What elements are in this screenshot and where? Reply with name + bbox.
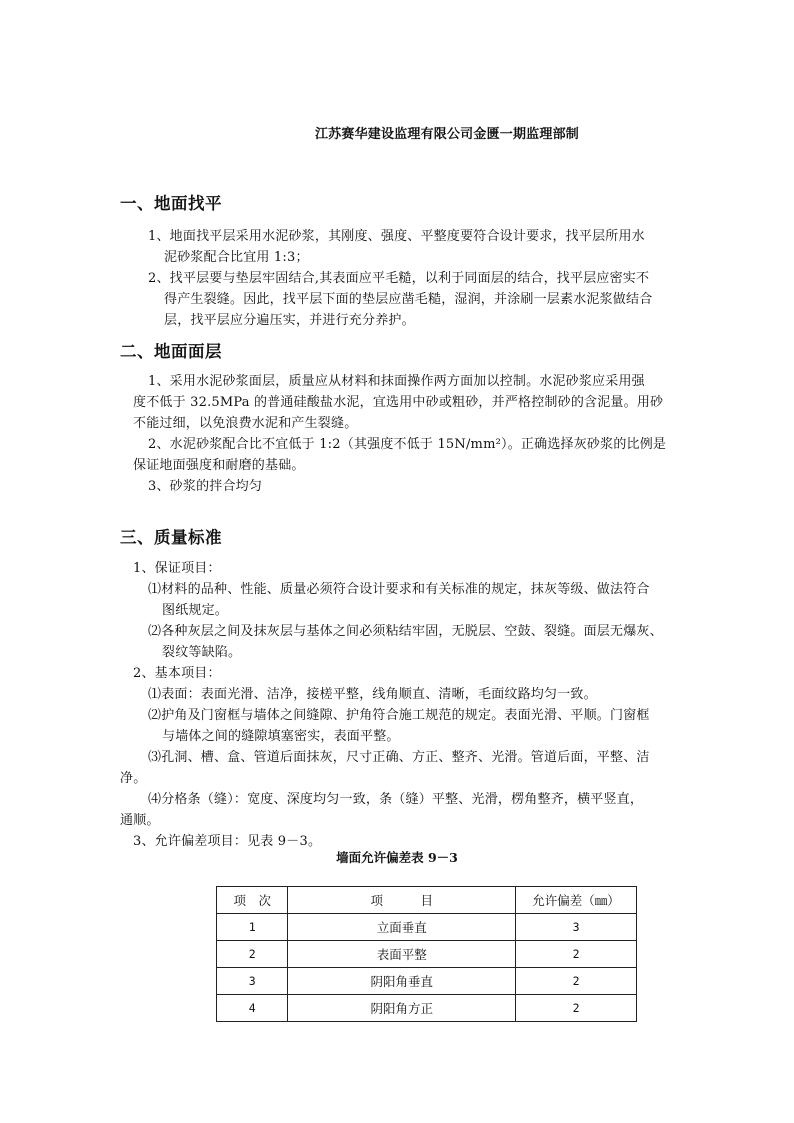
document-header: 江苏赛华建设监理有限公司金匮一期监理部制 — [314, 127, 579, 142]
s3-line-12: ⑷分格条（缝）：宽度、深度均匀一致，条（缝）平整、光滑，楞角整齐，横平竖直， — [148, 792, 644, 807]
s1-line-4: 得产生裂缝。因此，找平层下面的垫层应凿毛糙，湿润，并涂刷一层素水泥浆做结合 — [164, 292, 653, 307]
table-header-row — [217, 887, 637, 914]
section-3-title: 三、质量标准 — [120, 528, 222, 547]
table-header-tolerance: 允许偏差（㎜） — [516, 887, 637, 914]
s3-line-11: 净。 — [120, 771, 147, 786]
s1-line-2: 泥砂浆配合比宜用 1:3； — [164, 250, 309, 265]
s2-line-2: 度不低于 32.5MPa 的普通硅酸盐水泥，宜选用中砂或粗砂，并严格控制砂的含泥量。用砂 — [133, 395, 664, 410]
s1-line-5: 层，找平层应分遍压实，并进行充分养护。 — [164, 313, 415, 328]
cell-item: 立面垂直 — [288, 914, 516, 941]
table-row — [217, 995, 637, 1022]
s3-line-1: 1、保证项目： — [133, 561, 221, 576]
s3-line-6: 2、基本项目： — [133, 666, 221, 681]
s3-line-3: 图纸规定。 — [162, 603, 229, 618]
s3-line-7: ⑴表面：表面光滑、洁净，接槎平整，线角顺直、清晰，毛面纹路均匀一致。 — [148, 687, 597, 702]
table-row — [217, 941, 637, 968]
s3-line-10: ⑶孔洞、槽、盒、管道后面抹灰，尺寸正确、方正、整齐、光滑。管道后面，平整、洁 — [148, 750, 650, 765]
table-header-index: 项 次 — [217, 887, 288, 914]
cell-tolerance: 2 — [516, 995, 637, 1022]
s2-line-4: 2、水泥砂浆配合比不宜低于 1:2（其强度不低于 15N/mm²）。正确选择灰砂浆的比例是 — [148, 437, 667, 452]
s1-line-1: 1、地面找平层采用水泥砂浆，其刚度、强度、平整度要符合设计要求，找平层所用水 — [148, 229, 645, 244]
s3-line-13: 通顺。 — [120, 813, 160, 828]
s3-line-9: 与墙体之间的缝隙填塞密实，表面平整。 — [162, 729, 400, 744]
cell-index: 3 — [217, 968, 288, 995]
cell-tolerance: 2 — [516, 968, 637, 995]
s3-line-4: ⑵各种灰层之间及抹灰层与基体之间必须粘结牢固，无脱层、空鼓、裂缝。面层无爆灰、 — [148, 624, 663, 639]
table-row — [217, 914, 637, 941]
cell-tolerance: 3 — [516, 914, 637, 941]
s3-line-5: 裂纹等缺陷。 — [162, 645, 242, 660]
table-header-item: 项 目 — [288, 887, 516, 914]
section-1-title: 一、地面找平 — [120, 194, 222, 213]
cell-index: 4 — [217, 995, 288, 1022]
cell-index: 2 — [217, 941, 288, 968]
tolerance-table — [216, 886, 637, 1022]
s2-line-5: 保证地面强度和耐磨的基础。 — [133, 458, 305, 473]
cell-index: 1 — [217, 914, 288, 941]
s3-line-8: ⑵护角及门窗框与墙体之间缝隙、护角符合施工规范的规定。表面光滑、平顺。门窗框 — [148, 708, 650, 723]
s3-line-14: 3、允许偏差项目：见表 9－3。 — [133, 834, 322, 849]
cell-item: 表面平整 — [288, 941, 516, 968]
s3-line-2: ⑴材料的品种、性能、质量必须符合设计要求和有关标准的规定，抹灰等级、做法符合 — [148, 582, 650, 597]
cell-tolerance: 2 — [516, 941, 637, 968]
cell-item: 阴阳角方正 — [288, 995, 516, 1022]
table-title: 墙面允许偏差表 9－3 — [336, 850, 458, 865]
s2-line-1: 1、采用水泥砂浆面层，质量应从材料和抹面操作两方面加以控制。水泥砂浆应采用强 — [148, 374, 645, 389]
section-2-title: 二、地面面层 — [120, 342, 222, 361]
cell-item: 阴阳角垂直 — [288, 968, 516, 995]
s1-line-3: 2、找平层要与垫层牢固结合,其表面应平毛糙，以利于同面层的结合，找平层应密实不 — [148, 271, 650, 286]
table-row — [217, 968, 637, 995]
s2-line-6: 3、砂浆的拌合均匀 — [148, 479, 263, 494]
s2-line-3: 不能过细，以免浪费水泥和产生裂缝。 — [133, 416, 358, 431]
